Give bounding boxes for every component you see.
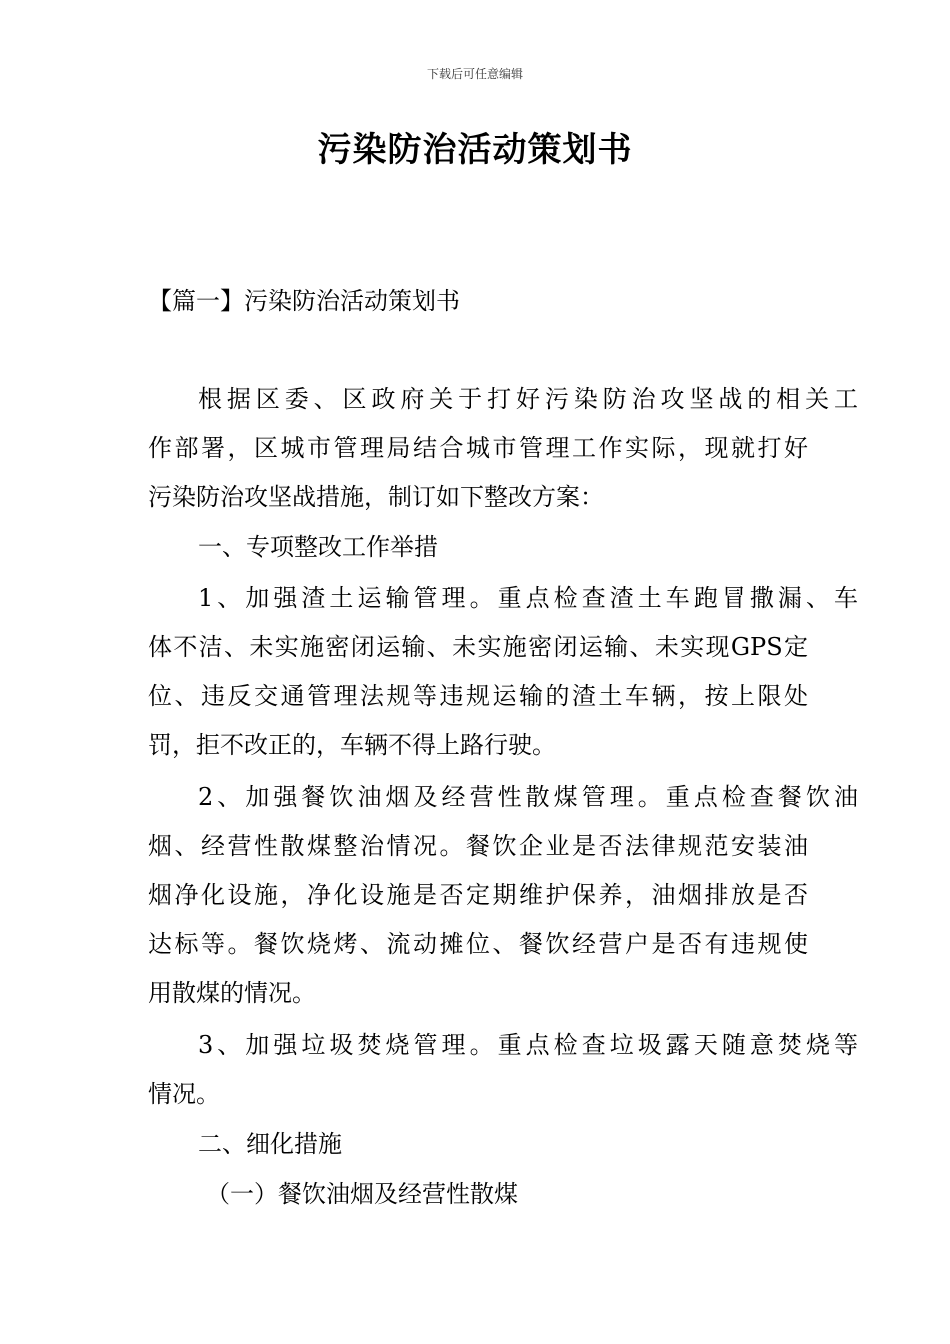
item2-line-4: 达标等。餐饮烧烤、流动摊位、餐饮经营户是否有违规使 [148,930,808,958]
header-note: 下载后可任意编辑 [426,67,523,81]
item2-line-3: 烟净化设施，净化设施是否定期维护保养，油烟排放是否 [148,881,808,909]
subheading-one: （一）餐饮油烟及经营性散煤 [206,1180,518,1208]
heading-two: 二、细化措施 [198,1130,342,1158]
item1-line-2: 体不洁、未实施密闭运输、未实施密闭运输、未实现GPS定 [148,633,808,661]
item2-line-5: 用散煤的情况。 [148,979,316,1007]
item3-line-1: 3、加强垃圾焚烧管理。重点检查垃圾露天随意焚烧等 [198,1031,858,1059]
item2-line-2: 烟、经营性散煤整治情况。餐饮企业是否法律规范安装油 [148,832,808,860]
intro-line-1: 根据区委、区政府关于打好污染防治攻坚战的相关工 [198,385,858,413]
item1-line-1: 1、加强渣土运输管理。重点检查渣土车跑冒撒漏、车 [198,584,858,612]
intro-line-2: 作部署，区城市管理局结合城市管理工作实际，现就打好 [148,434,808,462]
item2-line-1: 2、加强餐饮油烟及经营性散煤管理。重点检查餐饮油 [198,783,858,811]
item1-line-3: 位、违反交通管理法规等违规运输的渣土车辆，按上限处 [148,682,808,710]
item1-line-4: 罚，拒不改正的，车辆不得上路行驶。 [148,731,556,759]
item3-line-2: 情况。 [148,1080,220,1108]
intro-line-3: 污染防治攻坚战措施，制订如下整改方案： [148,483,604,511]
section-heading: 【篇一】污染防治活动策划书 [148,287,460,315]
heading-one: 一、专项整改工作举措 [198,533,438,561]
document-title: 污染防治活动策划书 [317,130,633,170]
